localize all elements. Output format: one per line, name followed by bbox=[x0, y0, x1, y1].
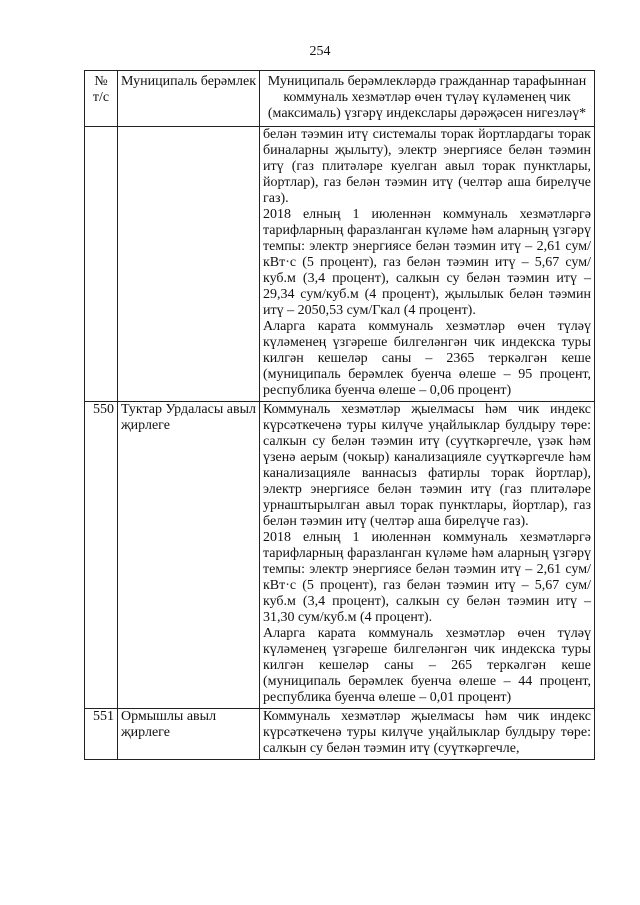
paragraph: 2018 елның 1 июленнән коммуналь хезмәтләргә тарифларның фаразланган күләме һәм аларның үзгәрү темпы: электр энергиясе белән тәэмин итү – 2,61 сум/кВт·с (5 процент), газ белән тәэмин итү – 5,67 сум/куб.м (3,4 процент), салкын су белән тәэмин итү – 31,30 сум/куб.м (4 процент). bbox=[263, 530, 591, 625]
paragraph: 2018 елның 1 июленнән коммуналь хезмәтләргә тарифларның фаразланган күләме һәм аларның үзгәрү темпы: электр энергиясе белән тәэмин итү – 2,61 сум/кВт·с (5 процент), газ белән тәэмин итү – 5,67 сум/куб.м (3,4 процент), салкын су белән тәэмин итү – 29,34 сум/куб.м (4 процент), җылылык белән тәэмин итү – 2050,53 сум/Гкал (4 процент). bbox=[263, 207, 591, 318]
paragraph: Коммуналь хезмәтләр җыелмасы һәм чик индекс күрсәткеченә туры килүче уңайлыклар булдыру төре: салкын су белән тәэмин итү (суүткәргечле, үзәк һәм үзенә аерым (чокыр) канализацияле суүткәргечле һәм канализацияле ваннасыз фатирлы торак йортлар), электр энергиясе белән тәэмин итү (газ плитәләре урнаштырылган авыл торак пунктлары, йортлар), газ белән тәэмин итү (челтәр аша бирелүче газ). bbox=[263, 402, 591, 529]
row-number: 551 bbox=[85, 709, 118, 760]
row-justification bbox=[260, 402, 595, 709]
table-row bbox=[85, 402, 595, 709]
header-justification: Муниципаль берәмлекләрдә гражданнар тарафыннан коммуналь хезмәтләр өчен түләү күләменең чик (максималь) үзгәрү индекслары дәрәҗәсен нигезләү* bbox=[260, 71, 595, 127]
table-header-row bbox=[85, 71, 595, 127]
tariff-index-table bbox=[84, 70, 595, 760]
row-number: 550 bbox=[85, 402, 118, 709]
paragraph: Коммуналь хезмәтләр җыелмасы һәм чик индекс күрсәткеченә туры килүче уңайлыклар булдыру төре: салкын су белән тәэмин итү (суүткәргечле, bbox=[263, 709, 591, 756]
row-number bbox=[85, 127, 118, 402]
paragraph: Аларга карата коммуналь хезмәтләр өчен түләү күләменең үзгәреше билгеләнгән чик индекска туры килгән кешеләр саны – 265 теркәлгән кеше (муниципаль берәмлек буенча өлеше – 44 процент, республика буенча өлеше – 0,01 процент) bbox=[263, 626, 591, 705]
table-row bbox=[85, 709, 595, 760]
row-municipality: Ормышлы авыл җирлеге bbox=[118, 709, 260, 760]
page-number: 254 bbox=[309, 44, 331, 59]
row-justification bbox=[260, 709, 595, 760]
header-number: № т/с bbox=[85, 71, 118, 127]
paragraph: белән тәэмин итү системалы торак йортлардагы торак биналарны җылыту), электр энергиясе белән тәэмин итү (газ плитәләре куелган авыл торак пунктлары, йортлар), газ белән тәэмин итү (челтәр аша бирелүче газ). bbox=[263, 127, 591, 206]
row-municipality bbox=[118, 127, 260, 402]
paragraph: Аларга карата коммуналь хезмәтләр өчен түләү күләменең үзгәреше билгеләнгән чик индекска туры килгән кешеләр саны – 2365 теркәлгән кеше (муниципаль берәмлек буенча өлеше – 95 процент, республика буенча өлеше – 0,06 процент) bbox=[263, 319, 591, 398]
row-municipality: Туктар Урдаласы авыл җирлеге bbox=[118, 402, 260, 709]
row-justification bbox=[260, 127, 595, 402]
header-municipality: Муниципаль берәмлек bbox=[118, 71, 260, 127]
table-row bbox=[85, 127, 595, 402]
